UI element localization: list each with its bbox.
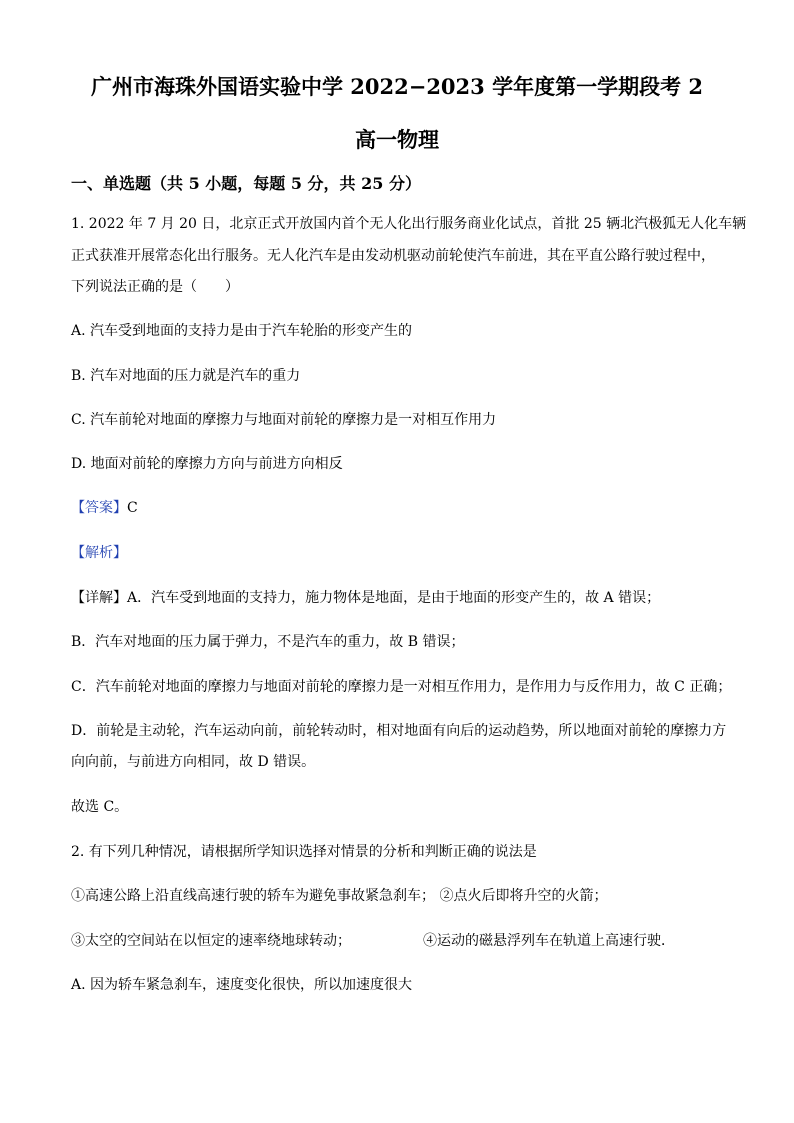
document-title: 广州市海珠外国语实验中学 2022−2023 学年度第一学期段考 2 bbox=[90, 74, 704, 99]
q1-stem-line-2: 正式获准开展常态化出行服务。无人化汽车是由发动机驱动前轮使汽车前进，其在平直公路行驶过程中， bbox=[71, 248, 715, 264]
q1-option-c: C. 汽车前轮对地面的摩擦力与地面对前轮的摩擦力是一对相互作用力 bbox=[71, 412, 497, 428]
q1-option-d: D. 地面对前轮的摩擦力方向与前进方向相反 bbox=[71, 456, 343, 472]
q2-situation-2: ②点火后即将升空的火箭； bbox=[439, 888, 608, 904]
analysis-tag: 【解析】 bbox=[71, 545, 127, 561]
q1-option-b: B. 汽车对地面的压力就是汽车的重力 bbox=[71, 368, 301, 384]
detail-text-a: A．汽车受到地面的支持力，施力物体是地面，是由于地面的形变产生的，故 A 错误； bbox=[127, 590, 661, 606]
q2-situation-1: ①高速公路上沿直线高速行驶的轿车为避免事故紧急刹车； bbox=[71, 888, 435, 904]
q2-option-a: A. 因为轿车紧急刹车，速度变化很快，所以加速度很大 bbox=[71, 977, 413, 993]
q2-situations-row-2 bbox=[71, 931, 675, 951]
q1-analysis bbox=[71, 543, 127, 563]
q1-stem-line-3: 下列说法正确的是（ ） bbox=[71, 279, 239, 295]
q2-situation-3: ③太空的空间站在以恒定的速率绕地球转动； bbox=[71, 933, 351, 949]
answer-value: C bbox=[127, 500, 138, 516]
q1-detail-line-5: 向向前，与前进方向相同，故 D 错误。 bbox=[71, 754, 316, 770]
q2-stem: 2. 有下列几种情况，请根据所学知识选择对情景的分析和判断正确的说法是 bbox=[71, 844, 537, 860]
q1-detail-line-3: C．汽车前轮对地面的摩擦力与地面对前轮的摩擦力是一对相互作用力，是作用力与反作用力，故 C 正确； bbox=[71, 679, 732, 695]
q2-situation-4: ④运动的磁悬浮列车在轨道上高速行驶． bbox=[423, 933, 675, 949]
q1-answer bbox=[71, 498, 138, 518]
q1-detail-line-2: B．汽车对地面的压力属于弹力，不是汽车的重力，故 B 错误； bbox=[71, 634, 465, 650]
detail-tag: 【详解】 bbox=[71, 590, 127, 606]
q1-option-a: A. 汽车受到地面的支持力是由于汽车轮胎的形变产生的 bbox=[71, 323, 413, 339]
document-subtitle: 高一物理 bbox=[355, 127, 439, 152]
section-heading: 一、单选题（共 5 小题，每题 5 分，共 25 分） bbox=[71, 174, 421, 193]
q1-stem-line-1: 1. 2022 年 7 月 20 日，北京正式开放国内首个无人化出行服务商业化试点，首批 25 辆北汽极狐无人化车辆 bbox=[71, 216, 747, 232]
q2-situations-row-1 bbox=[71, 886, 607, 906]
q1-detail-line-4: D．前轮是主动轮，汽车运动向前，前轮转动时，相对地面有向后的运动趋势，所以地面对前轮的摩擦力方 bbox=[71, 723, 727, 739]
q1-detail-line-1 bbox=[71, 588, 660, 608]
answer-tag: 【答案】 bbox=[71, 500, 127, 516]
q1-conclusion: 故选 C。 bbox=[71, 799, 129, 815]
